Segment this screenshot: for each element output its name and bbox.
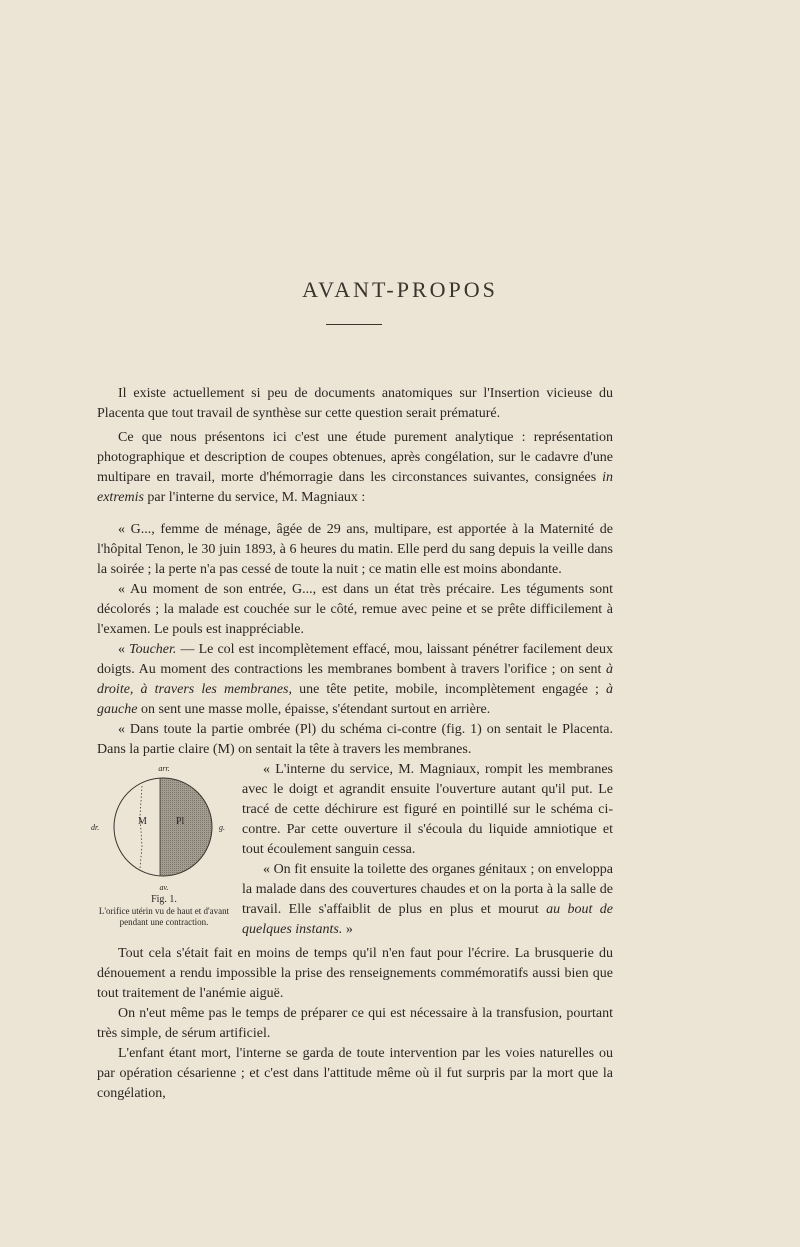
paragraph-5-em2: à droite, à travers les membranes, — [97, 662, 613, 697]
paragraph-4: « Au moment de son entrée, G..., est dans un état très précaire. Les téguments sont décolorés ; la malade est couchée sur le côté, remue avec peine et se prête difficilement à l'examen. Le pouls est inappréciable. — [97, 582, 613, 637]
figure-1 — [91, 762, 237, 928]
paragraph-5-b: — Le col est incomplètement effacé, mou, laissant pénétrer facilement deux doigts. Au moment des contractions les membranes bombent à travers l'orifice ; on sent — [97, 642, 613, 677]
paragraph-5-c: une tête petite, mobile, incomplètement engagée ; — [292, 682, 607, 697]
figure-caption: L'orifice utérin vu de haut et d'avant pendant une contraction. — [98, 906, 230, 927]
label-m: M — [138, 816, 147, 827]
orifice-diagram — [112, 776, 214, 878]
figure-number: Fig. 1. — [151, 894, 177, 905]
figure-label-left: dr. — [91, 823, 100, 832]
paragraph-2-b: par l'interne du service, M. Magniaux : — [143, 490, 366, 505]
paragraph-9: Tout cela s'était fait en moins de temps qu'il n'en faut pour l'écrire. La brusquerie du dénouement a rendu impossible la prise des renseignements commémoratifs aussi bien que tout traitement de l'anémie aiguë. — [97, 946, 613, 1001]
paragraph-2 — [97, 428, 613, 508]
paragraph-5-em1: Toucher. — [129, 642, 177, 657]
figure-label-top: arr. — [158, 764, 170, 773]
paragraph-8-em: au bout de quelques instants. — [242, 902, 613, 937]
paragraph-6: « Dans toute la partie ombrée (Pl) du schéma ci-contre (fig. 1) on sentait le Placenta. Dans la partie claire (M) on sentait la tête à travers les membranes. — [97, 722, 613, 757]
figure-label-bottom: av. — [159, 883, 169, 892]
body-text — [91, 384, 614, 1104]
paragraph-1: Il existe actuellement si peu de documents anatomiques sur l'Insertion vicieuse du Placenta que tout travail de synthèse sur cette question serait prématuré. — [97, 386, 613, 421]
paragraph-5-em3: à gauche — [97, 682, 614, 717]
label-pl: Pl — [176, 816, 185, 827]
paragraph-5 — [97, 640, 613, 720]
title-rule — [326, 324, 382, 325]
paragraph-8-a: « On fit ensuite la toilette des organes génitaux ; on enveloppa la malade dans des couvertures chaudes et on la porta à la salle de travail. Elle s'affaiblit de plus en plus et mourut — [242, 862, 613, 917]
paragraph-2-em: in extremis — [97, 470, 613, 505]
placenta-area — [160, 776, 214, 878]
paragraph-5-d: on sent une masse molle, épaisse, s'étendant surtout en arrière. — [137, 702, 491, 717]
paragraph-3: « G..., femme de ménage, âgée de 29 ans, multipare, est apportée à la Maternité de l'hôpital Tenon, le 30 juin 1893, à 6 heures du matin. Elle perd du sang depuis la veille dans la soirée ; la perte n'a pas cessé de toute la nuit ; ce matin elle est moins abondante. — [97, 522, 613, 577]
page-title: AVANT-PROPOS — [302, 277, 498, 302]
paragraph-10: On n'eut même pas le temps de préparer ce qui est nécessaire à la transfusion, pourtant très simple, de sérum artificiel. — [97, 1006, 613, 1041]
paragraph-2-a: Ce que nous présentons ici c'est une étude purement analytique : représentation photographique et description de coupes obtenues, après congélation, sur le cadavre d'une multipare en travail, morte d'hémorragie dans les circonstances suivantes, consignées — [97, 430, 613, 485]
figure-label-right: g. — [219, 823, 225, 832]
paragraph-5-a: « — [118, 642, 130, 657]
paragraph-8-b: » — [342, 922, 353, 937]
paragraph-7: « L'interne du service, M. Magniaux, rompit les membranes avec le doigt et agrandit ensuite l'ouverture autant qu'il put. Le tracé de cette déchirure est figuré en pointillé sur le schéma ci-contre. Par cette ouverture il s'écoula du liquide amniotique et tout écoulement sanguin cessa. — [242, 762, 613, 857]
paragraph-11: L'enfant étant mort, l'interne se garda de toute intervention par les voies naturelles ou par opération césarienne ; et c'est dans l'attitude même où il fut surpris par la mort que la congélation, — [97, 1046, 613, 1101]
